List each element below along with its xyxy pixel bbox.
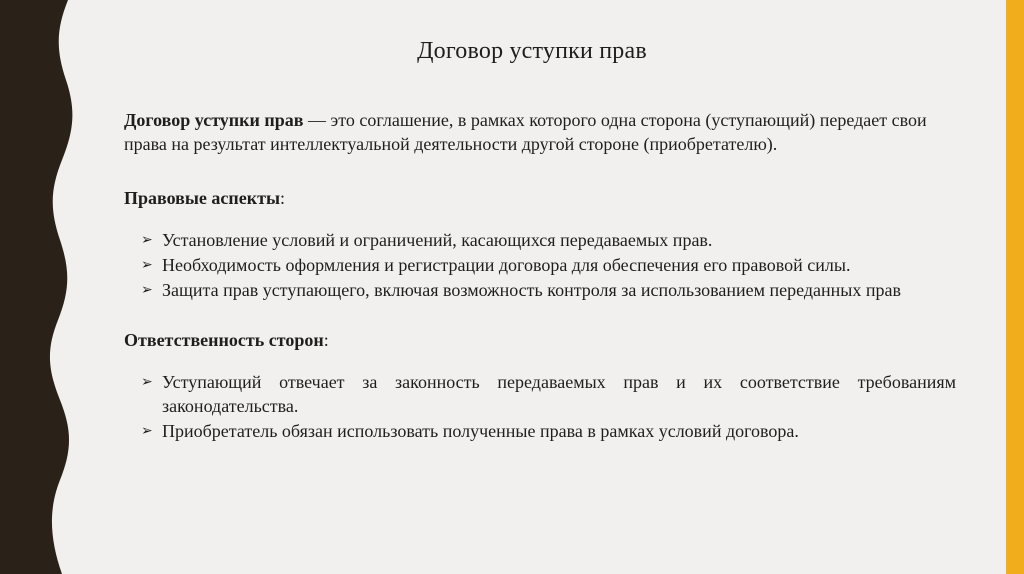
list-item [124,370,956,418]
list-item [124,419,956,443]
section-heading-responsibility [124,328,956,352]
list-item-text: Уступающий отвечает за законность передаваемых прав и их соответствие требованиям законодательства. [162,372,956,416]
slide-title: Договор уступки прав [417,38,647,64]
section-heading-legal-aspects [124,186,956,210]
list-item-text: Установление условий и ограничений, касающихся передаваемых прав. [162,230,713,250]
slide-content [124,108,956,469]
list-item [124,253,956,277]
section-heading-text: Ответственность сторон [124,330,324,350]
arrow-bullet-icon: ➢ [141,232,153,248]
intro-paragraph [124,108,956,156]
section-heading-suffix: : [323,330,329,350]
section-heading-text: Правовые аспекты [124,188,281,208]
intro-text: — это соглашение, в рамках которого одна сторона (уступающий) передает свои права на результат интеллектуальной деятельности другой стороне (приобретателю). [124,110,927,154]
list-item-text: Необходимость оформления и регистрации договора для обеспечения его правовой силы. [162,255,851,275]
bullet-list-legal-aspects [124,228,956,302]
right-accent-band [1006,0,1024,574]
left-decorative-band [0,0,80,574]
list-item-text: Приобретатель обязан использовать полученные права в рамках условий договора. [162,421,799,441]
section-heading-suffix: : [280,188,286,208]
list-item [124,228,956,252]
arrow-bullet-icon: ➢ [141,282,153,298]
bullet-list-responsibility [124,370,956,443]
intro-term: Договор уступки прав [124,110,304,130]
list-item [124,278,956,302]
arrow-bullet-icon: ➢ [141,374,153,390]
arrow-bullet-icon: ➢ [141,257,153,273]
arrow-bullet-icon: ➢ [141,423,153,439]
list-item-text: Защита прав уступающего, включая возможность контроля за использованием переданных прав [162,280,902,300]
